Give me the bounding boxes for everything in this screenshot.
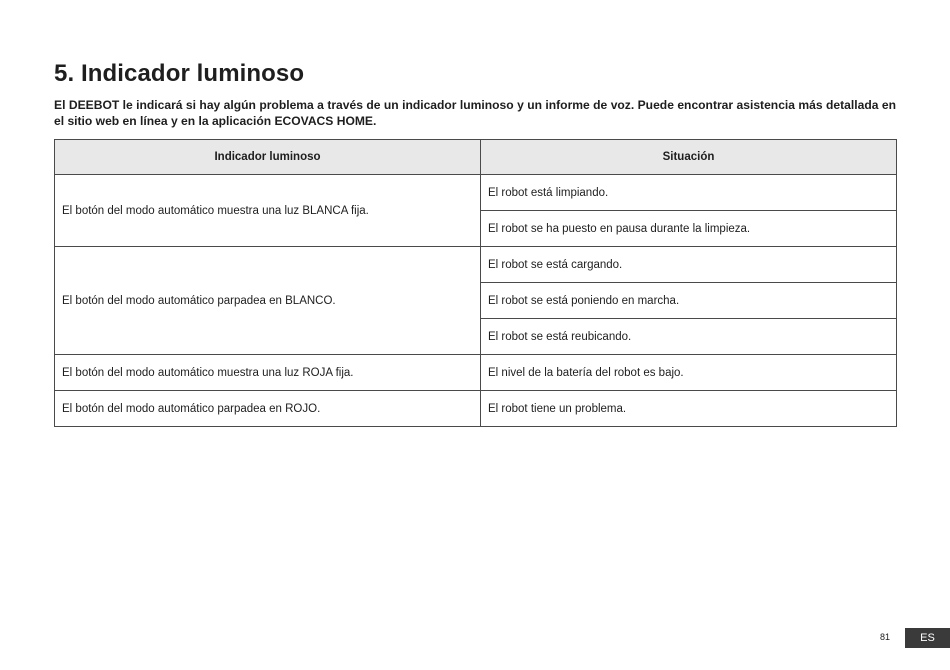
situation-cell: El robot se está poniendo en marcha.: [481, 283, 897, 319]
language-tab: ES: [905, 628, 950, 648]
column-header-indicator: Indicador luminoso: [55, 140, 481, 175]
situation-cell: El robot se está reubicando.: [481, 319, 897, 355]
column-header-situation: Situación: [481, 140, 897, 175]
table-row: [55, 175, 897, 211]
indicator-table: [54, 139, 897, 427]
situation-cell: El robot se ha puesto en pausa durante la limpieza.: [481, 211, 897, 247]
table-row: [55, 391, 897, 427]
situation-cell: El robot está limpiando.: [481, 175, 897, 211]
intro-paragraph: El DEEBOT le indicará si hay algún problema a través de un indicador luminoso y un informe de voz. Puede encontrar asistencia más detallada en el sitio web en línea y en la aplicación ECOVACS HOME.: [54, 98, 896, 128]
indicator-cell: El botón del modo automático parpadea en ROJO.: [55, 391, 481, 427]
page-number: 81: [880, 632, 891, 642]
situation-cell: El robot tiene un problema.: [481, 391, 897, 427]
indicator-cell: El botón del modo automático muestra una luz BLANCA fija.: [55, 175, 481, 247]
page-title: 5. Indicador luminoso: [54, 60, 305, 87]
situation-cell: El robot se está cargando.: [481, 247, 897, 283]
indicator-cell: El botón del modo automático parpadea en BLANCO.: [55, 247, 481, 355]
table-header-row: [55, 140, 897, 175]
situation-cell: El nivel de la batería del robot es bajo.: [481, 355, 897, 391]
indicator-cell: El botón del modo automático muestra una luz ROJA fija.: [55, 355, 481, 391]
table-row: [55, 247, 897, 283]
table-row: [55, 355, 897, 391]
